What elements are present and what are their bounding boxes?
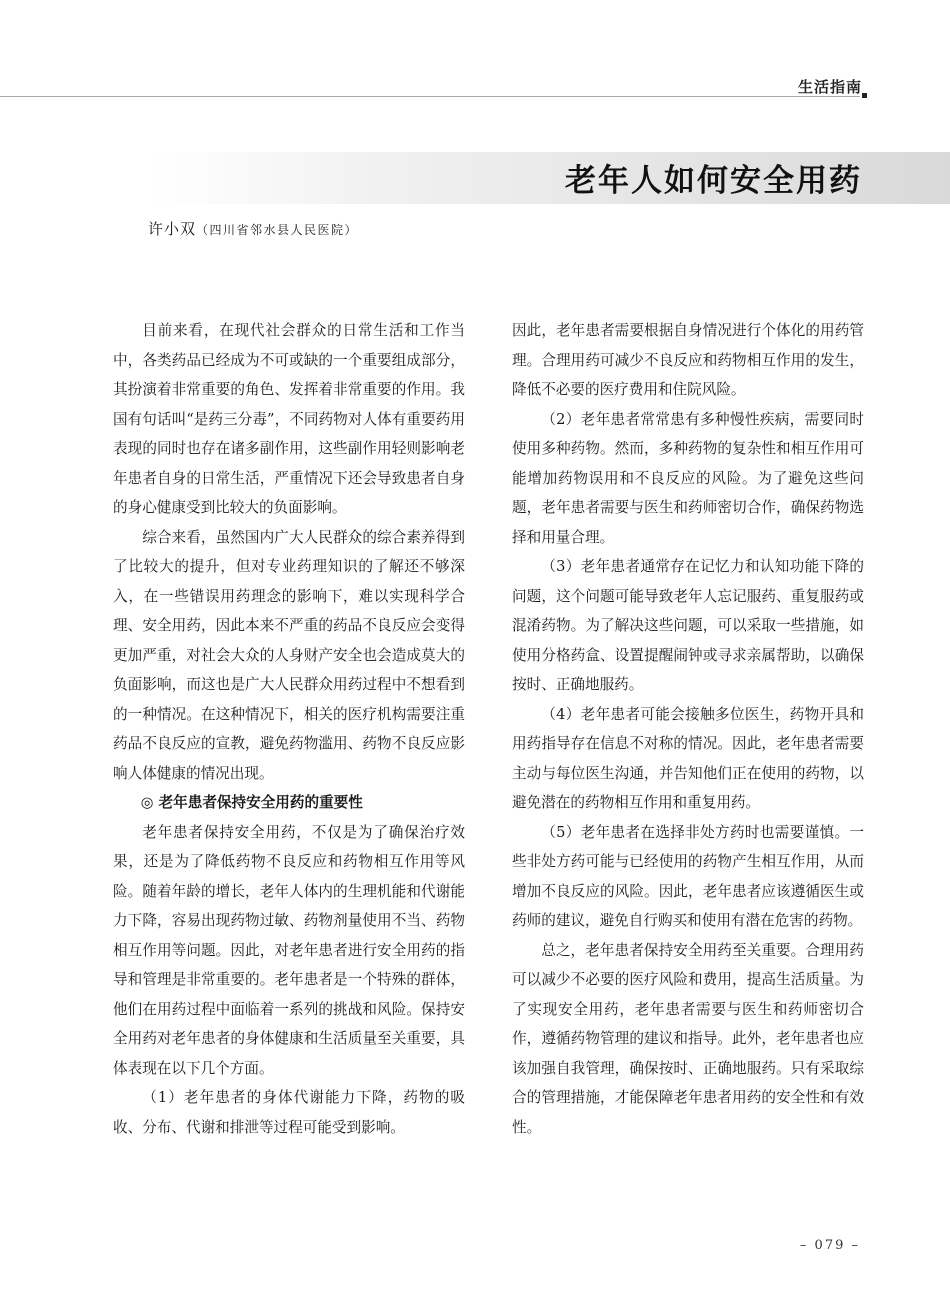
paragraph: （1）老年患者的身体代谢能力下降，药物的吸收、分布、代谢和排泄等过程可能受到影响。 [113, 1089, 465, 1136]
section-label: 生活指南 [797, 78, 862, 96]
section-heading: ◎ 老年患者保持安全用药的重要性 [140, 794, 363, 811]
paragraph: 综合来看，虽然国内广大人民群众的综合素养得到了比较大的提升，但对专业药理知识的了解还不够深入，在一些错误用药理念的影响下，难以实现科学合理、安全用药，因此本来不严重的药品不良反应会变得更加严重，对社会大众的人身财产安全也会造成莫大的负面影响，而这也是广大人民群众用药过程中不想看到的一种情况。在这种情况下，相关的医疗机构需要注重药品不良反应的宣教，避免药物滥用、药物不良反应影响人体健康的情况出现。 [113, 528, 465, 782]
byline [148, 218, 358, 239]
left-column [113, 316, 465, 1142]
right-column [512, 316, 864, 1142]
paragraph: （3）老年患者通常存在记忆力和认知功能下降的问题，这个问题可能导致老年人忘记服药、重复服药或混淆药物。为了解决这些问题，可以采取一些措施，如使用分格药盒、设置提醒闹钟或寻求亲属帮助，以确保按时、正确地服药。 [512, 558, 864, 693]
author-name: 许小双 [148, 220, 197, 238]
paragraph: （2）老年患者常常患有多种慢性疾病，需要同时使用多种药物。然而，多种药物的复杂性和相互作用可能增加药物误用和不良反应的风险。为了避免这些问题，老年患者需要与医生和药师密切合作，确保药物选择和用量合理。 [512, 410, 864, 546]
section-marker [862, 93, 867, 98]
article-title: 老年人如何安全用药 [565, 163, 862, 199]
paragraph: 总之，老年患者保持安全用药至关重要。合理用药可以减少不必要的医疗风险和费用，提高生活质量。为了实现安全用药，老年患者需要与医生和药师密切合作，遵循药物管理的建议和指导。此外，老年患者也应该加强自我管理，确保按时、正确地服药。只有采取综合的管理措施，才能保障老年患者用药的安全性和有效性。 [512, 941, 864, 1136]
header-rule [0, 96, 860, 97]
paragraph: （4）老年患者可能会接触多位医生，药物开具和用药指导存在信息不对称的情况。因此，老年患者需要主动与每位医生沟通，并告知他们正在使用的药物，以避免潜在的药物相互作用和重复用药。 [512, 705, 864, 811]
paragraph: 因此，老年患者需要根据自身情况进行个体化的用药管理。合理用药可减少不良反应和药物相互作用的发生，降低不必要的医疗费用和住院风险。 [512, 322, 864, 398]
paragraph: （5）老年患者在选择非处方药时也需要谨慎。一些非处方药可能与已经使用的药物产生相互作用，从而增加不良反应的风险。因此，老年患者应该遵循医生或药师的建议，避免自行购买和使用有潜在危害的药物。 [512, 823, 864, 929]
author-affiliation: （四川省邻水县人民医院） [196, 223, 359, 237]
page-number: – 079 – [799, 1238, 860, 1253]
paragraph: 目前来看，在现代社会群众的日常生活和工作当中，各类药品已经成为不可或缺的一个重要组成部分，其扮演着非常重要的角色、发挥着非常重要的作用。我国有句话叫“是药三分毒”，不同药物对人体有重要药用表现的同时也存在诸多副作用，这些副作用轻则影响老年患者自身的日常生活，严重情况下还会导致患者自身的身心健康受到比较大的负面影响。 [113, 322, 465, 516]
paragraph: 老年患者保持安全用药，不仅是为了确保治疗效果，还是为了降低药物不良反应和药物相互作用等风险。随着年龄的增长，老年人体内的生理机能和代谢能力下降，容易出现药物过敏、药物剂量使用不当、药物相互作用等问题。因此，对老年患者进行安全用药的指导和管理是非常重要的。老年患者是一个特殊的群体，他们在用药过程中面临着一系列的挑战和风险。保持安全用药对老年患者的身体健康和生活质量至关重要，具体表现在以下几个方面。 [113, 823, 465, 1077]
